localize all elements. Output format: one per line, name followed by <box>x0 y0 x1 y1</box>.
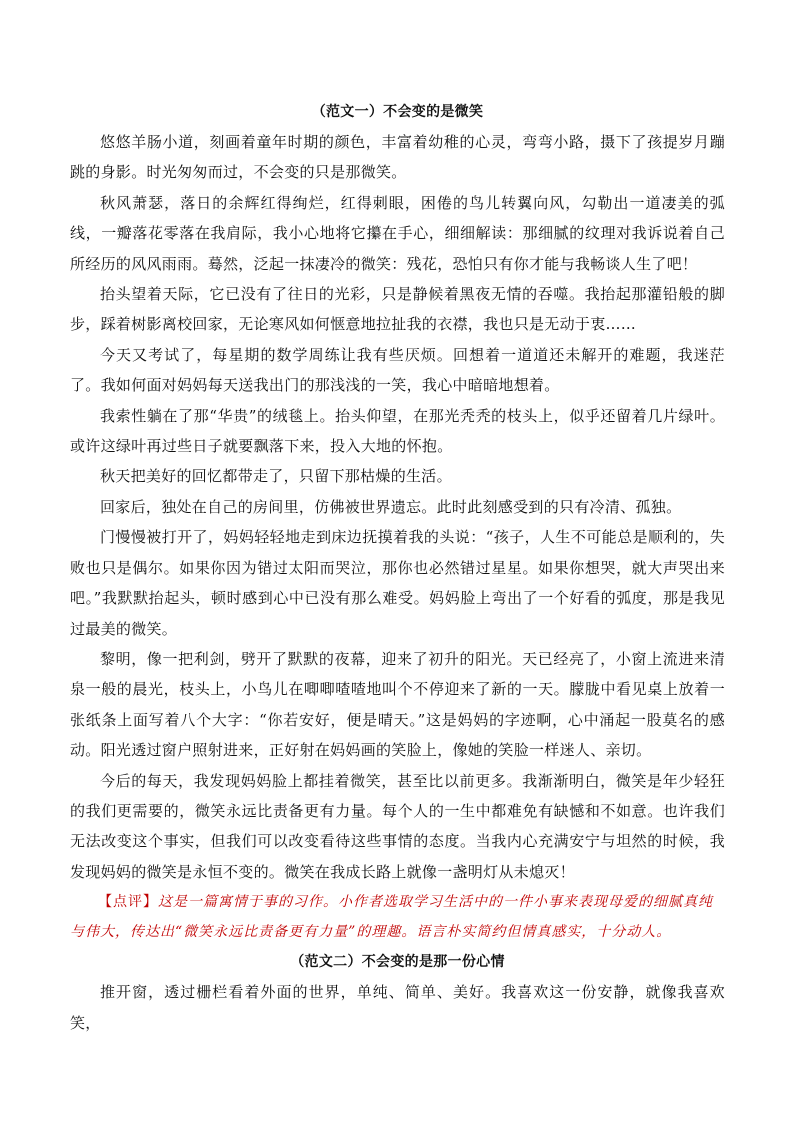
essay1-paragraph-10: 今后的每天，我发现妈妈脸上都挂着微笑，甚至比以前更多。我渐渐明白，微笑是年少轻狂的我们更需要的，微笑永远比责备更有力量。每个人的一生中都难免有缺憾和不如意。也许我们无法改变这个事实，但我们可以改变看待这些事情的态度。当我内心充满安宁与坦然的时候，我发现妈妈的微笑是永恒不变的。微笑在我成长路上就像一盏明灯从未熄灭！ <box>70 771 725 881</box>
essay1-paragraph-6: 秋天把美好的回忆都带走了，只留下那枯燥的生活。 <box>100 467 452 486</box>
essay1-paragraph-1: 悠悠羊肠小道，刻画着童年时期的颜色，丰富着幼稚的心灵，弯弯小路，摄下了孩提岁月蹦跳的身影。时光匆匆而过，不会变的只是那微笑。 <box>70 133 725 182</box>
essay2-paragraph-1: 推开窗，透过栅栏看着外面的世界，单纯、简单、美好。我喜欢这一份安静，就像我喜欢笑， <box>70 983 725 1032</box>
essay1-paragraph-7: 回家后，独处在自己的房间里，仿佛被世界遗忘。此时此刻感受到的只有冷清、孤独。 <box>100 497 682 516</box>
essay1-paragraph-8: 门慢慢被打开了，妈妈轻轻地走到床边抚摸着我的头说：“孩子，人生不可能总是顺利的，失败也只是偶尔。如果你因为错过太阳而哭泣，那你也必然错过星星。如果你想哭，就大声哭出来吧。”我默默抬起头，顿时感到心中已没有那么难受。妈妈脸上弯出了一个好看的弧度，那是我见过最美的微笑。 <box>70 528 725 638</box>
comment-tag: 【点评】 <box>98 894 158 911</box>
essay1-paragraph-2: 秋风萧瑟，落日的余辉红得绚烂，红得刺眼，困倦的鸟儿转翼向风，勾勒出一道凄美的弧线，一瓣落花零落在我肩际，我小心地将它攥在手心，细细解读：那细腻的纹理对我诉说着自己所经历的风风雨雨。蓦然，泛起一抹凄冷的微笑：残花，恐怕只有你才能与我畅谈人生了吧！ <box>70 193 725 273</box>
essay1-title: （范文一）不会变的是微笑 <box>311 104 484 120</box>
essay1-comment <box>70 887 725 947</box>
essay1-body <box>70 127 725 887</box>
essay2-title: （范文二）不会变的是那一份心情 <box>290 954 505 971</box>
essay1-paragraph-9: 黎明，像一把利剑，劈开了默默的夜幕，迎来了初升的阳光。天已经亮了，小窗上流进来清泉一般的晨光，枝头上，小鸟儿在唧唧喳喳地叫个不停迎来了新的一天。朦胧中看见桌上放着一张纸条上面写着八个大字：“你若安好，便是晴天。”这是妈妈的字迹啊，心中涌起一股莫名的感动。阳光透过窗户照射进来，正好射在妈妈画的笑脸上，像她的笑脸一样迷人、亲切。 <box>70 649 725 760</box>
essay1-paragraph-4: 今天又考试了，每星期的数学周练让我有些厌烦。回想着一道道还未解开的难题，我迷茫了。我如何面对妈妈每天送我出门的那浅浅的一笑，我心中暗暗地想着。 <box>70 345 725 395</box>
essay2-body <box>70 977 725 1038</box>
essay1-paragraph-5: 我索性躺在了那“华贵”的绒毯上。抬头仰望，在那光秃秃的枝头上，似乎还留着几片绿叶。或许这绿叶再过些日子就要飘落下来，投入大地的怀抱。 <box>70 406 725 456</box>
essay1-paragraph-3: 抬头望着天际，它已没有了往日的光彩，只是静候着黑夜无情的吞噬。我抬起那灌铅般的脚步，踩着树影离校回家，无论寒风如何惬意地拉扯我的衣襟，我也只是无动于衷…… <box>70 285 725 334</box>
comment-text: 这是一篇寓情于事的习作。小作者选取学习生活中的一件小事来表现母爱的细腻真纯与伟大，传达出“微笑永远比责备更有力量”的理趣。语言朴实简约但情真感实，十分动人。 <box>70 894 713 941</box>
document-page <box>70 97 725 1038</box>
